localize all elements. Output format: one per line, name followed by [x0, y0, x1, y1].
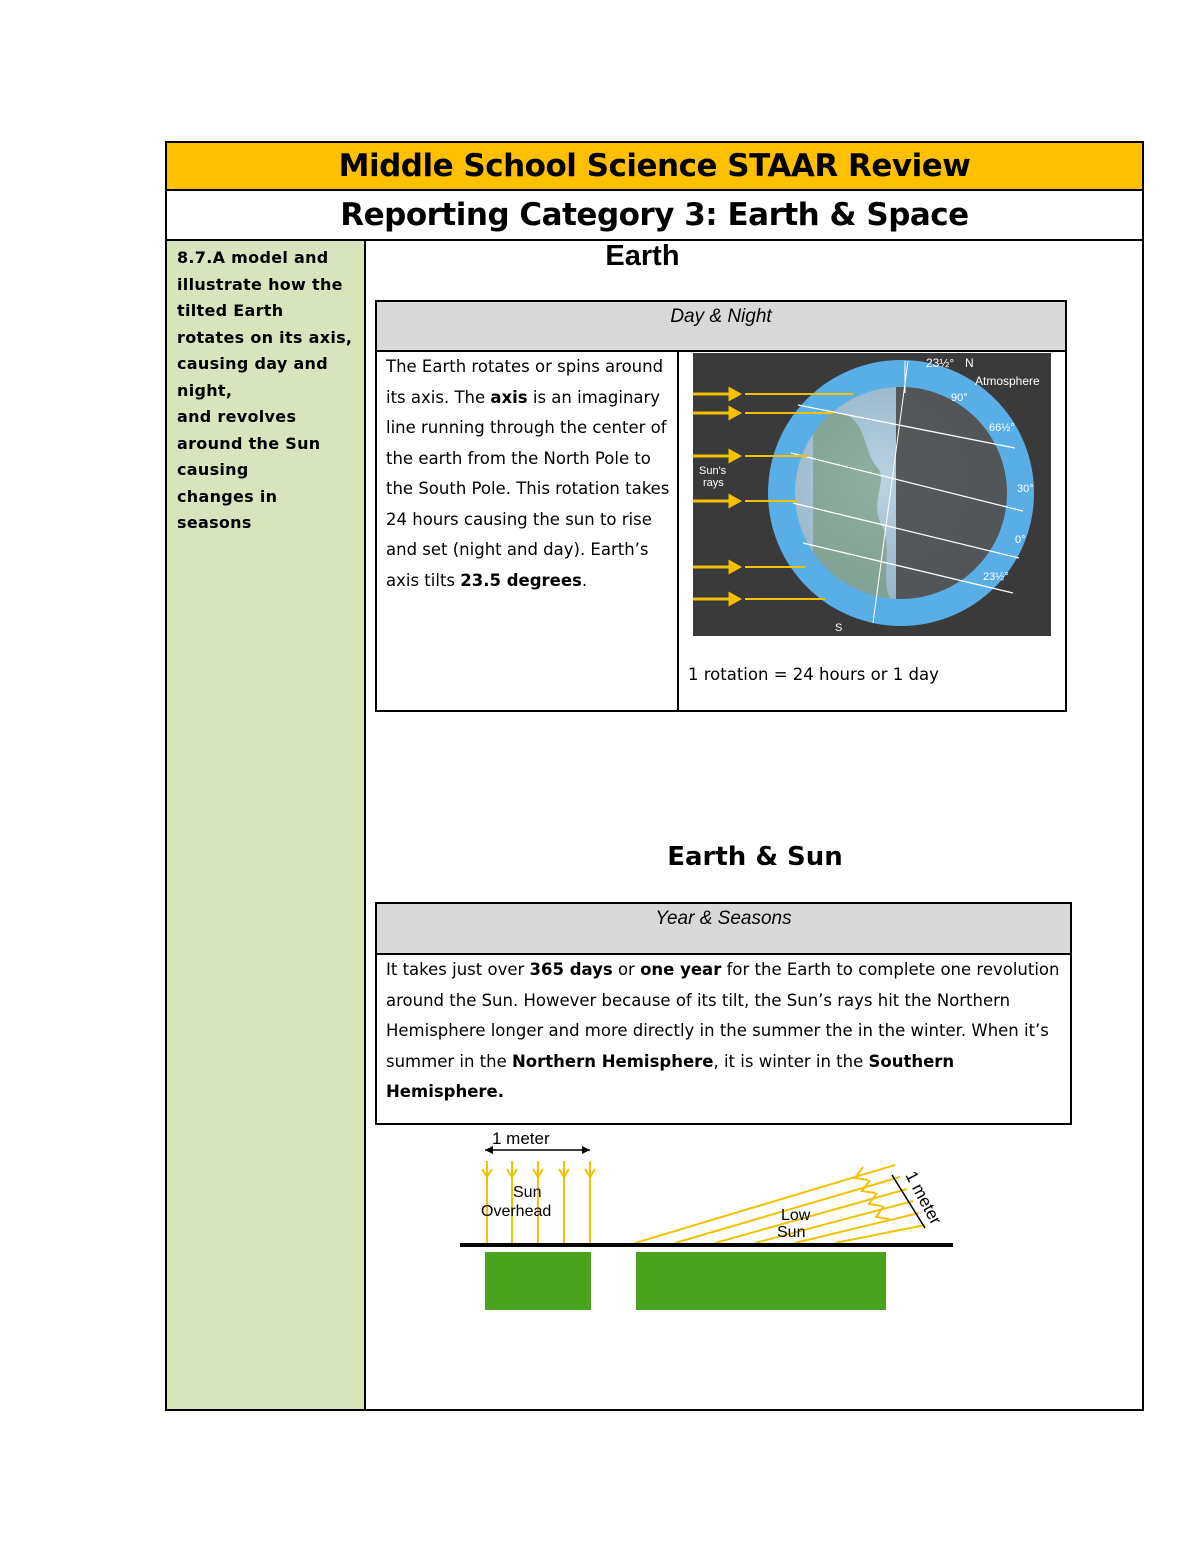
earth-sun-section-title: Earth & Sun — [667, 842, 843, 872]
sun-overhead-label: Overhead — [481, 1203, 552, 1220]
latitude-label: 66½° — [989, 422, 1015, 434]
day-night-box — [375, 300, 1067, 712]
year-seasons-text: It takes just over 365 days or one year for the Earth to complete one revolution around the Sun. However because of its tilt, the Sun’s rays hit the Northern Hemisphere longer and more directly in the summer the in the winter. When it’s summer in the Northern Hemisphere, it is winter in the Southern Hemisphere. — [386, 960, 1060, 1101]
standard-line: causing day and — [177, 354, 328, 373]
latitude-label: 90° — [951, 392, 968, 404]
latitude-label: 23½° — [983, 571, 1009, 583]
measure-arrowhead — [582, 1146, 590, 1154]
suns-rays-label: Sun's — [699, 465, 727, 477]
low-sun-ground-area — [636, 1252, 886, 1310]
meter-label: 1 meter — [492, 1129, 550, 1148]
day-night-text: The Earth rotates or spins around its axis. The axis is an imaginary line running through the center of the earth from the North Pole to the South Pole. This rotation takes 24 hours causing the sun to rise and set (night and day). Earth’s axis tilts 23.5 degrees. — [386, 357, 670, 590]
low-sun-label: Low — [781, 1207, 811, 1224]
sun-angle-diagram — [455, 1125, 965, 1315]
overhead-ground-area — [485, 1252, 591, 1310]
suns-rays-label: rays — [703, 477, 724, 489]
day-night-box-title: Day & Night — [377, 302, 1065, 352]
standard-line: tilted Earth — [177, 301, 284, 320]
earth-tilt-diagram — [693, 353, 1051, 636]
rotation-caption: 1 rotation = 24 hours or 1 day — [688, 665, 939, 684]
page-title: Middle School Science STAAR Review — [167, 143, 1142, 191]
tilt-angle-label: 23½° — [926, 356, 955, 370]
north-pole-label: N — [965, 356, 974, 370]
standard-line: illustrate how the — [177, 274, 343, 294]
standard-line: rotates on its axis, — [177, 327, 353, 347]
standard-column — [167, 241, 366, 1409]
standard-line: around the Sun — [177, 433, 321, 453]
earth-section-title: Earth — [605, 240, 680, 272]
slanted-meter-label: 1 meter — [901, 1167, 946, 1228]
year-seasons-box — [375, 902, 1072, 1125]
standard-line: night, — [177, 380, 233, 400]
latitude-label: 30° — [1017, 483, 1034, 495]
standard-line: changes in seasons — [177, 486, 278, 532]
standard-line: 8.7.A model and — [177, 248, 329, 267]
sun-overhead-label: Sun — [513, 1184, 542, 1201]
year-seasons-box-title: Year & Seasons — [377, 904, 1070, 955]
standard-text — [167, 241, 364, 537]
south-pole-label: S — [835, 622, 843, 634]
atmosphere-label: Atmosphere — [975, 374, 1040, 388]
standard-line: and revolves — [177, 407, 297, 426]
latitude-label: 0° — [1015, 534, 1026, 546]
low-sun-label: Sun — [777, 1224, 806, 1241]
standard-line: causing — [177, 460, 249, 479]
box-divider — [677, 350, 679, 712]
reporting-category-title: Reporting Category 3: Earth & Space — [167, 191, 1142, 241]
